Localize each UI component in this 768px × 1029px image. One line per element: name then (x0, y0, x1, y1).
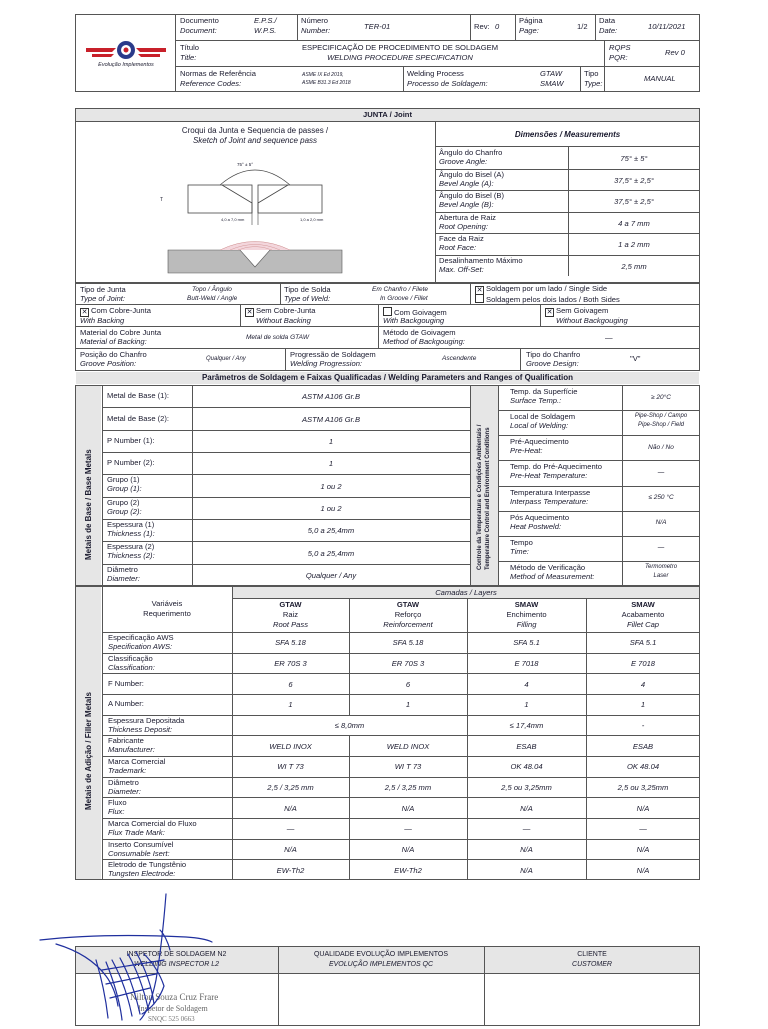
dim-label-en: Root Opening: (439, 221, 488, 231)
layer-header-pt: Reforço (394, 610, 422, 619)
progressao-value: Ascendente (442, 355, 477, 362)
dim-label-pt: Face da Raiz (439, 234, 484, 243)
sem-cobre-checkbox[interactable]: ✕ Sem Cobre-Junta (246, 306, 316, 316)
layers-title: Camadas / Layers (435, 588, 497, 597)
filler-cell: 2,5 ou 3,25mm (501, 783, 552, 792)
mat-cobre-value: Metal de solda GTAW (246, 334, 309, 341)
rev-value: 0 (495, 22, 500, 31)
dim-value: 75° ± 5° (620, 154, 648, 163)
filler-cell: WI T 73 (277, 762, 304, 772)
temp-row-label-en: Pre-Heat: (510, 446, 543, 456)
temp-row-value: N/A (655, 519, 667, 527)
tipo-solda-pt: Tipo de Solda (284, 285, 331, 294)
filler-row-label-en: Thickness Deposit: (108, 724, 173, 734)
dim-label-en: Bevel Angle (A): (439, 178, 494, 188)
joint-section-title: JUNTA / Joint (363, 110, 412, 119)
filler-cell: EW-Th2 (394, 865, 422, 875)
com-cobre-en: With Backing (80, 316, 125, 325)
dim-value: 37,5° ± 2,5° (614, 175, 654, 185)
dim-value: 1 a 2 mm (618, 240, 650, 249)
filler-cell: N/A (520, 845, 533, 854)
dim-label-pt: Ângulo do Bisel (B) (439, 191, 505, 200)
metodo-goiv-pt: Método de Goivagem (383, 328, 456, 337)
filler-cell: — (639, 824, 647, 834)
filler-cell: 1 (288, 700, 293, 710)
temp-row-value: ≥ 20°C (651, 393, 671, 401)
filler-cell: 4 (524, 679, 529, 689)
mat-cobre-pt: Material do Cobre Junta (80, 328, 162, 337)
filler-cell: WELD INOX (269, 741, 312, 751)
filler-row-label-pt: Marca Comercial (108, 757, 166, 766)
footer-col1-en: WELDING INSPECTOR L2 (133, 961, 220, 968)
layer-header-process: SMAW (631, 600, 655, 609)
title-en: WELDING PROCEDURE SPECIFICATION (327, 53, 473, 62)
params-title: Parâmetros de Soldagem e Faixas Qualificadas / Welding Parameters and Ranges of Qualification (201, 373, 574, 382)
base-row-value: 5,0 a 25,4mm (307, 548, 355, 558)
base-row-label: Metal de Base (2): (107, 413, 170, 423)
filler-cell: EW-Th2 (276, 865, 305, 875)
base-row-label: P Number (2): (107, 458, 155, 468)
temp-row-value: — (657, 468, 665, 476)
base-metals-side-label: Metais de Base / Base Metals (84, 449, 93, 560)
sem-goiv-en: Without Backgouging (556, 316, 628, 325)
com-cobre-checkbox[interactable]: ✕ Com Cobre-Junta (81, 306, 151, 316)
base-row-label-en: Group (1): (107, 484, 142, 494)
unchecked-icon (475, 294, 484, 303)
checked-icon: ✕ (81, 309, 88, 316)
temp-row-label-en: Local of Welding: (510, 421, 569, 431)
title-label-en: Title: (180, 53, 197, 62)
filler-cell: 2,5 ou 3,25mm (617, 783, 669, 792)
temp-row-label-pt: Local de Soldagem (510, 412, 576, 422)
base-row-label-pt: Espessura (2) (107, 542, 155, 552)
filler-row-label-pt: Eletrodo de Tungstênio (108, 860, 187, 870)
process-value2: SMAW (540, 79, 564, 88)
base-row-value: 1 ou 2 (320, 503, 342, 513)
filler-cell: N/A (636, 865, 650, 875)
filler-row-label: A Number: (108, 699, 144, 709)
base-row-label-en: Thickness (1): (107, 529, 155, 538)
logo-caption: Evolução Implementos (98, 62, 154, 68)
filler-cell: WELD INOX (386, 741, 430, 751)
sketch-angle-label: 75° ± 5° (237, 162, 254, 167)
filler-row-label-pt: Fluxo (108, 798, 127, 808)
filler-cell: SFA 5.1 (629, 638, 657, 648)
temp-row-value: ≤ 250 °C (648, 494, 674, 502)
filler-cell: — (522, 824, 531, 834)
filler-cell: N/A (284, 845, 297, 854)
layer-header-pt: Raiz (282, 610, 299, 619)
temp-row-label-pt: Tempo (510, 537, 533, 547)
dim-value: 4 a 7 mm (618, 218, 650, 228)
dim-value: 2,5 mm (621, 261, 647, 271)
pos-chanfro-en: Groove Position: (80, 359, 137, 368)
layer-header-en: Reinforcement (383, 620, 433, 629)
temp-row-value: — (657, 544, 665, 552)
filler-row-label-pt: Espessura Depositada (108, 715, 185, 725)
checked-icon: ✕ (476, 287, 483, 294)
tipo-solda-v2: In Groove / Fillet (380, 295, 428, 302)
layer-header-en: Fillet Cap (626, 620, 660, 629)
var-label-en: Requerimento (143, 609, 191, 618)
filler-cell: ESAB (632, 741, 654, 751)
sem-cobre-en: Without Backing (256, 316, 311, 325)
filler-cell: N/A (636, 845, 650, 854)
footer-col3-pt: CLIENTE (577, 951, 607, 958)
filler-cell: 1 (524, 700, 529, 710)
dim-label-en: Max. Off-Set: (439, 264, 484, 274)
filler-cell: SFA 5.1 (513, 638, 540, 648)
temp-row-label-pt: Temperatura Interpasse (510, 487, 591, 497)
stamp-line2: Inspetor de Soldagem (138, 1004, 208, 1013)
filler-cell: - (641, 721, 645, 730)
tipo-junta-en: Type of Joint: (80, 294, 126, 303)
filler-cell: OK 48.04 (510, 762, 543, 772)
temp-row-label-pt: Pós Aquecimento (510, 512, 570, 522)
filler-row-label-en: Classification: (108, 662, 155, 672)
doc-value: E.P.S./ (254, 16, 277, 25)
filler-cell: — (404, 824, 412, 834)
filler-cell: — (286, 824, 295, 834)
page-value: 1/2 (577, 22, 588, 31)
temp-row-label-en: Interpass Temperature: (510, 496, 589, 506)
norms-value2: ASME B31.3 Ed 2018 (302, 80, 351, 86)
norms-label-en: Reference Codes: (180, 79, 242, 88)
temp-row-value2: Pipe-Shop / Field (637, 422, 685, 429)
filler-cell: N/A (636, 803, 650, 813)
filler-cell: 1 (640, 700, 646, 710)
num-value: TER-01 (364, 22, 391, 31)
temp-row-label-en: Heat Postweld: (510, 521, 562, 531)
filler-cell: SFA 5.18 (392, 638, 424, 648)
stamp-line3: SNQC 525 0663 (148, 1015, 195, 1023)
filler-row-label: F Number: (108, 678, 144, 688)
filler-cell: N/A (520, 803, 533, 813)
stamp-line1: Nilton Souza Cruz Frare (130, 992, 219, 1002)
progressao-en: Welding Progression: (290, 359, 363, 368)
tipo-chanfro-en: Groove Design: (526, 359, 579, 368)
sketch-title-en: Sketch of Joint and sequence pass (192, 136, 318, 145)
dim-label-en: Root Face: (439, 243, 477, 252)
base-row-label-en: Diameter: (107, 573, 140, 583)
doc-value2: W.P.S. (254, 26, 277, 35)
filler-cell: E 7018 (514, 659, 539, 668)
metodo-goiv-en: Method of Backgouging: (383, 337, 465, 346)
filler-cell: ER 70S 3 (274, 659, 307, 668)
filler-row-label-en: Flux Trade Mark: (108, 828, 165, 837)
footer-col3-en: CUSTOMER (572, 961, 612, 968)
checked-icon: ✕ (246, 309, 253, 316)
base-row-label-en: Thickness (2): (107, 551, 155, 561)
doc-label-en: Document: (180, 26, 217, 35)
dim-value: 37,5° ± 2,5° (614, 197, 654, 206)
title-pt: ESPECIFICAÇÃO DE PROCEDIMENTO DE SOLDAGEM (301, 43, 499, 52)
process-value1: GTAW (540, 69, 563, 78)
layer-header-process: GTAW (279, 600, 302, 609)
temp-row-label-en: Surface Temp.: (510, 396, 562, 405)
base-row-label: Metal de Base (1): (107, 391, 170, 401)
com-goiv-en: With Backgouging (383, 316, 445, 325)
norms-label-pt: Normas de Referência (180, 69, 256, 78)
dim-label-pt: Abertura de Raiz (439, 212, 496, 222)
temp-row-label-pt: Pré-Aquecimento (510, 437, 569, 447)
dim-label-pt: Ângulo do Chanfro (439, 148, 503, 157)
filler-row-label-pt: Especificação AWS (108, 633, 174, 642)
layer-header-process: SMAW (514, 600, 539, 609)
filler-cell: 1 (405, 700, 411, 710)
base-row-value: Qualquer / Any (305, 570, 357, 580)
filler-row-label-pt: Inserto Consumível (108, 839, 174, 849)
date-label-en: Date: (599, 26, 618, 35)
layer-header-pt: Acabamento (621, 610, 665, 619)
var-label-pt: Variáveis (151, 599, 183, 608)
filler-row-label-pt: Diâmetro (108, 777, 139, 787)
base-row-value: 1 ou 2 (320, 481, 342, 491)
temp-row-value: Não / No (648, 443, 674, 451)
num-label-pt: Número (301, 16, 329, 25)
filler-cell: ESAB (516, 741, 537, 751)
tipo-junta-pt: Tipo de Junta (80, 285, 126, 294)
base-row-value: 1 (328, 459, 334, 469)
filler-row-label-en: Trademark: (108, 766, 147, 775)
com-goiv-checkbox[interactable]: Com Goivagem (383, 307, 447, 318)
filler-row-label-en: Specification AWS: (108, 642, 173, 651)
filler-row-label-en: Diameter: (108, 786, 141, 796)
handwritten-signature (36, 890, 226, 1024)
temp-row-label-en: Pre-Heat Temperature: (510, 471, 588, 481)
filler-cell: ≤ 8,0mm (334, 721, 365, 730)
tipo-solda-en: Type of Weld: (284, 294, 331, 303)
process-label-en: Processo de Soldagem: (407, 79, 488, 88)
unchecked-icon (383, 307, 392, 316)
temperature-side-label: Controle da Temperatura e Condições Ambientais / Temperature Control and Environment Conditions (477, 424, 491, 570)
filler-cell: 2,5 / 3,25 mm (267, 783, 314, 792)
filler-row-label-pt: Fabricante (108, 736, 144, 746)
dim-label-pt: Ângulo do Bisel (A) (439, 169, 505, 179)
page-label-en: Page: (519, 26, 539, 35)
filler-cell: N/A (401, 845, 415, 854)
filler-row-label-en: Manufacturer: (108, 745, 155, 755)
rqps-value: Rev 0 (665, 48, 685, 57)
filler-cell: 6 (405, 679, 411, 689)
base-row-label-en: Group (2): (107, 506, 142, 516)
filler-cell: N/A (520, 865, 533, 875)
footer-col2-en: EVOLUÇÃO IMPLEMENTOS QC (328, 961, 434, 968)
base-row-value: ASTM A106 Gr.B (301, 414, 361, 424)
both-sides-checkbox[interactable]: Soldagem pelos dois lados / Both Sides (475, 294, 620, 305)
filler-cell: OK 48.04 (626, 762, 660, 772)
filler-side-label: Metais de Adição / Filler Metals (84, 692, 93, 810)
temp-row-label-en: Time: (510, 546, 529, 556)
tipo-chanfro-value: "V" (630, 354, 641, 363)
date-label-pt: Data (599, 16, 616, 25)
sketch-left-label: 4,0 a 7,0 mm (221, 217, 245, 222)
norms-value1: ASME IX Ed 2019, (302, 72, 344, 78)
base-row-label-pt: Grupo (1) (107, 475, 140, 485)
layer-header-process: GTAW (396, 600, 420, 609)
rqps-label-pt: RQPS (609, 43, 631, 52)
filler-row-label-pt: Marca Comercial do Fluxo (108, 819, 197, 828)
pos-chanfro-value: Qualquer / Any (206, 356, 246, 362)
base-row-value: ASTM A106 Gr.B (301, 392, 361, 402)
base-row-label-pt: Diâmetro (107, 564, 138, 574)
filler-cell: SFA 5.18 (275, 638, 306, 648)
layer-header-pt: Enchimento (506, 610, 547, 619)
base-row-value: 5,0 a 25,4mm (307, 526, 355, 536)
filler-cell: 4 (640, 679, 646, 689)
temp-row-label-pt: Temp. do Pré-Aquecimento (510, 462, 603, 472)
filler-row-label-en: Consumable Isert: (108, 848, 170, 858)
filler-cell: N/A (284, 803, 297, 813)
base-row-label-pt: Espessura (1) (107, 520, 155, 529)
dim-label-en: Groove Angle: (439, 157, 488, 166)
dim-label-en: Bevel Angle (B): (439, 200, 494, 209)
temp-row-value: Termometro (644, 563, 678, 570)
metodo-goiv-value: — (605, 333, 613, 342)
date-value: 10/11/2021 (648, 22, 686, 31)
filler-cell: 2,5 / 3,25 mm (384, 783, 432, 792)
filler-cell: N/A (401, 803, 415, 813)
temp-row-label-en: Method of Measurement: (510, 571, 595, 581)
tipo-junta-v2: Butt-Weld / Angle (187, 295, 238, 302)
type-label-pt: Tipo (584, 69, 599, 78)
dims-title: Dimensões / Measurements (514, 130, 621, 139)
footer-col1-pt: INSPETOR DE SOLDAGEM N2 (126, 951, 227, 958)
filler-row-label-en: Tungsten Electrode: (108, 869, 176, 879)
sem-goiv-checkbox[interactable]: ✕ Sem Goivagem (546, 306, 609, 316)
layer-header-en: Root Pass (272, 620, 309, 629)
temp-row-label-pt: Método de Verificação (510, 562, 586, 572)
sketch-title-pt: Croqui da Junta e Sequencia de passes / (181, 126, 329, 135)
progressao-pt: Progressão de Soldagem (290, 350, 376, 359)
filler-cell: ≤ 17,4mm (509, 721, 544, 730)
sketch-right-label: 1,0 a 2,0 mm (300, 217, 324, 222)
rev-label: Rev: (474, 22, 490, 31)
type-label-en: Type: (584, 79, 603, 88)
page-label-pt: Página (519, 16, 543, 25)
layer-header-en: Filling (516, 620, 537, 629)
filler-row-label-en: Flux: (108, 807, 125, 817)
rqps-label-en: PQR: (609, 53, 628, 62)
tipo-chanfro-pt: Tipo do Chanfro (526, 350, 581, 359)
mat-cobre-en: Material of Backing: (80, 337, 147, 346)
num-label-en: Number: (301, 26, 331, 35)
tipo-junta-v1: Topo / Ângulo (192, 286, 232, 293)
filler-cell: WI T 73 (394, 762, 422, 772)
filler-row-label-pt: Classificação (108, 653, 153, 663)
doc-label-pt: Documento (180, 16, 219, 25)
pos-chanfro-pt: Posição do Chanfro (80, 350, 147, 359)
filler-cell: E 7018 (630, 659, 656, 668)
base-row-label: P Number (1): (107, 435, 155, 445)
base-row-label-pt: Grupo (2) (107, 497, 140, 507)
temp-row-value: Pipe-Shop / Campo (634, 413, 688, 420)
temp-row-value2: Laser (653, 572, 669, 579)
filler-cell: 6 (288, 679, 293, 689)
title-label-pt: Título (180, 43, 199, 52)
base-row-value: 1 (328, 436, 334, 446)
temp-row-label-pt: Temp. da Superfície (510, 387, 578, 396)
checked-icon: ✕ (546, 309, 553, 316)
type-value: MANUAL (644, 74, 676, 83)
process-label-pt: Welding Process (407, 69, 464, 78)
footer-col2-pt: QUALIDADE EVOLUÇÃO IMPLEMENTOS (313, 951, 449, 958)
dim-label-pt: Desalinhamento Máximo (439, 255, 523, 265)
sketch-t-label: T (160, 197, 164, 203)
filler-cell: ER 70S 3 (391, 659, 425, 668)
single-side-checkbox[interactable]: ✕ Soldagem por um lado / Single Side (476, 284, 608, 294)
tipo-solda-v1: Em Chanfro / Filete (372, 286, 428, 293)
